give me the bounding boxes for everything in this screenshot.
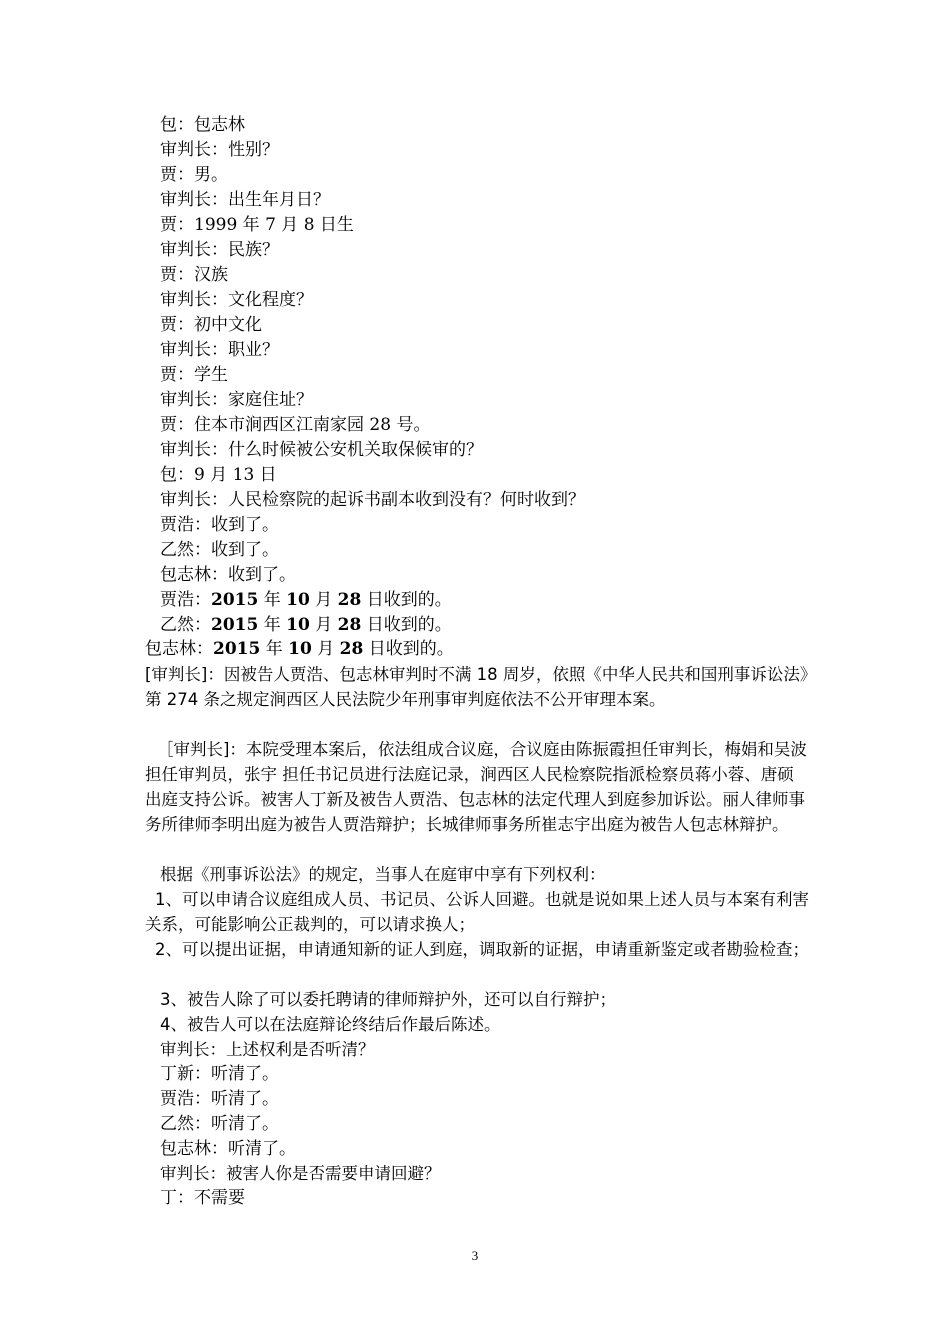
paragraph: ［审判长]：本院受理本案后，依法组成合议庭，合议庭由陈振霞担任审判长，梅娟和吴波担任审判员，张宇 担任书记员进行法庭记录，涧西区人民检察院指派检察员蒋小蓉、唐硕出庭支持公诉。被害人丁新及被告人贾浩、包志林的法定代理人到庭参加诉讼。丽人律师事务所律师李明出庭为被告人贾浩辩护；长城律师事务所崔志宇出庭为被告人包志林辩护。 <box>145 740 807 834</box>
qa-line: 审判长：民族？ <box>160 240 279 260</box>
dated-line <box>145 637 454 661</box>
year-label: 年 <box>263 615 281 635</box>
qa-line: 审判长：什么时候被公安机关取保候审的？ <box>160 440 483 460</box>
dated-line <box>160 588 452 612</box>
qa-line: 贾：初中文化 <box>160 315 262 335</box>
qa-line: 贾浩：收到了。 <box>160 515 279 535</box>
qa-line: 贾：汉族 <box>160 265 228 285</box>
qa-line: 审判长：出生年月日？ <box>160 190 330 210</box>
qa-line: 包志林：听清了。 <box>160 1139 296 1159</box>
date-rest: 日收到的。 <box>368 639 454 659</box>
qa-line: 审判长：人民检察院的起诉书副本收到没有？何时收到？ <box>160 490 585 510</box>
speaker: 包志林： <box>145 639 213 659</box>
date-rest: 日收到的。 <box>366 590 452 610</box>
paragraph: [审判长]：因被告人贾浩、包志林审判时不满 18 周岁，依照《中华人民共和国刑事诉讼法》第 274 条之规定涧西区人民法院少年刑事审判庭依法不公开审理本案。 <box>145 665 809 709</box>
paragraph: 2、可以提出证据，申请通知新的证人到庭，调取新的证据，申请重新鉴定或者勘验检查； <box>155 940 809 959</box>
speaker: 乙然： <box>160 615 211 635</box>
month-value: 10 <box>288 639 312 659</box>
qa-line: 贾：学生 <box>160 365 228 385</box>
qa-line: 丁：不需要 <box>160 1188 245 1208</box>
year-label: 年 <box>265 639 283 659</box>
paragraph: 4、被告人可以在法庭辩论终结后作最后陈述。 <box>160 1015 501 1034</box>
paragraph: 审判长：上述权利是否听清？ <box>160 1040 375 1059</box>
year-value: 2015 <box>211 615 259 635</box>
day-value: 28 <box>337 615 362 635</box>
qa-line: 乙然：收到了。 <box>160 540 279 560</box>
paragraph: 3、被告人除了可以委托聘请的律师辩护外，还可以自行辩护； <box>160 990 616 1009</box>
month-value: 10 <box>286 615 310 635</box>
qa-line: 审判长：家庭住址？ <box>160 390 313 410</box>
speaker: 贾浩： <box>160 590 211 610</box>
date-rest: 日收到的。 <box>366 615 452 635</box>
qa-line: 包：9 月 13 日 <box>160 465 277 485</box>
year-value: 2015 <box>213 639 261 659</box>
month-label: 月 <box>317 639 335 659</box>
month-value: 10 <box>286 590 310 610</box>
qa-line: 丁新：听清了。 <box>160 1064 279 1084</box>
day-value: 28 <box>339 639 364 659</box>
qa-line: 贾：男。 <box>160 165 228 185</box>
qa-line: 审判长：职业？ <box>160 340 279 360</box>
qa-line: 包：包志林 <box>160 115 245 135</box>
paragraph: 审判长：被害人你是否需要申请回避？ <box>160 1164 441 1183</box>
month-label: 月 <box>315 615 333 635</box>
qa-line: 包志林：收到了。 <box>160 565 296 585</box>
qa-line: 贾：住本市涧西区江南家园 28 号。 <box>160 415 431 435</box>
page-number: 3 <box>471 1248 479 1263</box>
dated-line <box>160 613 452 637</box>
day-value: 28 <box>337 590 362 610</box>
year-label: 年 <box>263 590 281 610</box>
qa-line: 贾浩：听清了。 <box>160 1089 279 1109</box>
qa-line: 乙然：听清了。 <box>160 1114 279 1134</box>
qa-line: 贾：1999 年 7 月 8 日生 <box>160 215 354 235</box>
month-label: 月 <box>315 590 333 610</box>
qa-line: 审判长：文化程度？ <box>160 290 313 310</box>
qa-line: 审判长：性别？ <box>160 140 279 160</box>
paragraph: 根据《刑事诉讼法》的规定，当事人在庭审中享有下列权利： <box>160 865 606 884</box>
year-value: 2015 <box>211 590 259 610</box>
paragraph: 1、可以申请合议庭组成人员、书记员、公诉人回避。也就是说如果上述人员与本案有利害关系，可能影响公正裁判的，可以请求换人； <box>145 890 809 934</box>
